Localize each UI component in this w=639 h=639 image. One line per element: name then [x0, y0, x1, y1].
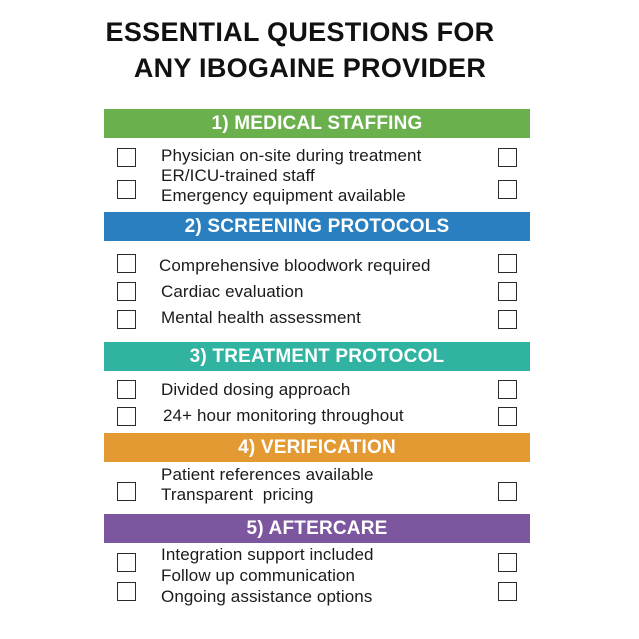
checkbox-verification-left-1[interactable]: [117, 482, 136, 501]
checkbox-screening-left-2[interactable]: [117, 282, 136, 301]
checkbox-medical-staffing-right-1[interactable]: [498, 148, 517, 167]
item-ongoing-assistance: Ongoing assistance options: [161, 587, 373, 606]
item-comprehensive-bloodwork: Comprehensive bloodwork required: [159, 256, 431, 275]
item-mental-health-assessment: Mental health assessment: [161, 308, 361, 327]
item-cardiac-evaluation: Cardiac evaluation: [161, 282, 304, 301]
checkbox-aftercare-right-2[interactable]: [498, 582, 517, 601]
item-follow-up-communication: Follow up communication: [161, 566, 356, 585]
checkbox-treatment-right-2[interactable]: [498, 407, 517, 426]
item-transparent-pricing: Transparent pricing: [161, 485, 314, 504]
item-24-hour-monitoring: 24+ hour monitoring throughout: [163, 406, 404, 425]
checkbox-treatment-right-1[interactable]: [498, 380, 517, 399]
item-er-icu-trained-staff: ER/ICU-trained staff: [161, 166, 315, 185]
checkbox-screening-right-2[interactable]: [498, 282, 517, 301]
item-patient-references: Patient references available: [161, 465, 374, 484]
page-title-line-2: ANY IBOGAINE PROVIDER: [133, 53, 487, 83]
item-divided-dosing: Divided dosing approach: [161, 380, 351, 399]
item-integration-support: Integration support included: [161, 545, 374, 564]
checkbox-screening-right-1[interactable]: [498, 254, 517, 273]
checkbox-treatment-left-2[interactable]: [117, 407, 136, 426]
checkbox-screening-left-1[interactable]: [117, 254, 136, 273]
checkbox-verification-right-1[interactable]: [498, 482, 517, 501]
checkbox-aftercare-left-2[interactable]: [117, 582, 136, 601]
checkbox-aftercare-left-1[interactable]: [117, 553, 136, 572]
section-header-treatment-protocol: 3) TREATMENT PROTOCOL: [104, 342, 530, 371]
section-header-aftercare: 5) AFTERCARE: [104, 514, 530, 543]
page-title-line-1: ESSENTIAL QUESTIONS FOR: [105, 17, 495, 47]
section-header-screening-protocols: 2) SCREENING PROTOCOLS: [104, 212, 530, 241]
section-header-verification: 4) VERIFICATION: [104, 433, 530, 462]
checkbox-screening-right-3[interactable]: [498, 310, 517, 329]
checkbox-medical-staffing-left-1[interactable]: [117, 148, 136, 167]
checkbox-medical-staffing-left-2[interactable]: [117, 180, 136, 199]
checkbox-medical-staffing-right-2[interactable]: [498, 180, 517, 199]
section-header-medical-staffing: 1) MEDICAL STAFFING: [104, 109, 530, 138]
item-emergency-equipment: Emergency equipment available: [161, 186, 406, 205]
checkbox-screening-left-3[interactable]: [117, 310, 136, 329]
checkbox-aftercare-right-1[interactable]: [498, 553, 517, 572]
item-physician-on-site: Physician on-site during treatment: [161, 146, 422, 165]
checkbox-treatment-left-1[interactable]: [117, 380, 136, 399]
